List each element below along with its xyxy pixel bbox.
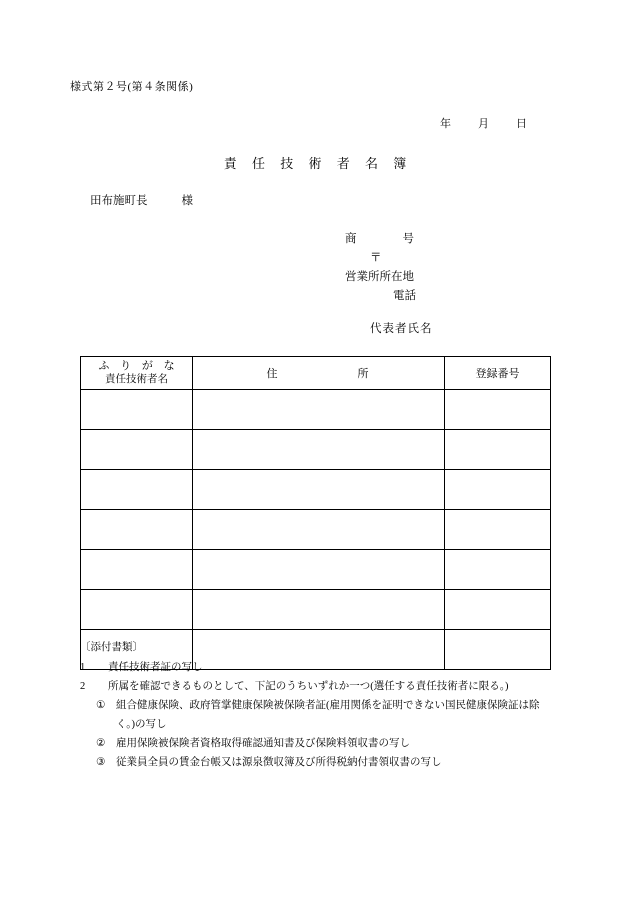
table-row[interactable] [81, 550, 551, 590]
cell-address[interactable] [193, 510, 445, 550]
header-engineer-name-label: 責任技術者名 [105, 374, 168, 385]
cell-address[interactable] [193, 470, 445, 510]
page-title: 責 任 技 術 者 名 簿 [223, 156, 413, 171]
responsible-engineer-table [80, 356, 551, 670]
addressee-honorific: 様 [181, 195, 193, 207]
attachment-item-1-text: 責任技術者証の写し [108, 662, 203, 673]
cell-address[interactable] [193, 590, 445, 630]
attachments-list [80, 658, 580, 772]
cell-registration[interactable] [445, 510, 551, 550]
attachments-heading: 〔添付書類〕 [80, 642, 143, 653]
table-row[interactable] [81, 470, 551, 510]
date-year-label: 年 [440, 118, 451, 130]
applicant-row-company [345, 230, 416, 249]
office-address-label: 営業所所在地 [345, 271, 414, 283]
table-row[interactable] [81, 510, 551, 550]
form-number: 様式第２号(第４条関係) [70, 81, 194, 93]
table-row[interactable] [81, 390, 551, 430]
applicant-row-office-address [345, 268, 416, 287]
attachment-item-2-number: 2 [80, 681, 86, 692]
postal-code-label: 〒 [370, 252, 382, 264]
company-name-label: 商 号 [345, 233, 414, 245]
attachment-sub-item-1-number: ① [96, 700, 106, 711]
header-address [193, 357, 445, 390]
cell-registration[interactable] [445, 590, 551, 630]
header-furigana: ふ り が な [98, 360, 179, 372]
cell-registration[interactable] [445, 550, 551, 590]
cell-engineer-name[interactable] [81, 550, 193, 590]
attachment-item-1 [80, 658, 580, 677]
date-month-label: 月 [478, 118, 489, 130]
attachment-sub-item-3-number: ③ [96, 757, 106, 768]
cell-engineer-name[interactable] [81, 510, 193, 550]
attachment-sub-item-1-text: 組合健康保険、政府管掌健康保険被保険者証(雇用関係を証明できない国民健康保険証は除 [116, 700, 540, 711]
date-line [440, 115, 536, 131]
representative-name-label: 代表者氏名 [370, 323, 433, 335]
header-address-ch1: 住 [266, 368, 280, 380]
date-day-label: 日 [516, 118, 527, 130]
applicant-block [345, 230, 416, 306]
header-engineer-name [81, 357, 193, 390]
attachment-item-1-number: 1 [80, 662, 86, 673]
attachment-sub-item-2-text: 雇用保険被保険者資格取得確認通知書及び保険料領収書の写し [116, 738, 410, 749]
cell-engineer-name[interactable] [81, 470, 193, 510]
header-address-ch2: 所 [357, 368, 371, 380]
attachment-sub-item-3-text: 従業員全員の賃金台帳又は源泉徴収簿及び所得税納付書領収書の写し [116, 757, 442, 768]
cell-address[interactable] [193, 430, 445, 470]
cell-address[interactable] [193, 550, 445, 590]
addressee [90, 192, 193, 208]
phone-label: 電話 [393, 290, 416, 302]
addressee-name: 田布施町長 [90, 195, 148, 207]
header-registration-number: 登録番号 [445, 357, 551, 390]
attachment-sub-item-2-number: ② [96, 738, 106, 749]
cell-registration[interactable] [445, 390, 551, 430]
attachment-sub-item-1 [80, 696, 580, 715]
applicant-row-postal [345, 249, 416, 268]
cell-registration[interactable] [445, 470, 551, 510]
cell-engineer-name[interactable] [81, 390, 193, 430]
table-row[interactable] [81, 430, 551, 470]
applicant-row-phone [345, 287, 416, 306]
cell-engineer-name[interactable] [81, 590, 193, 630]
cell-engineer-name[interactable] [81, 430, 193, 470]
cell-address[interactable] [193, 390, 445, 430]
attachment-sub-item-2 [80, 734, 580, 753]
attachment-item-2 [80, 677, 580, 696]
table-header-row [81, 357, 551, 390]
attachment-sub-item-1-continued: く。)の写し [116, 719, 167, 730]
attachment-sub-item-3 [80, 753, 580, 772]
attachment-item-2-text: 所属を確認できるものとして、下記のうちいずれか一つ(選任する責任技術者に限る。) [108, 681, 509, 692]
table-row[interactable] [81, 590, 551, 630]
cell-registration[interactable] [445, 430, 551, 470]
